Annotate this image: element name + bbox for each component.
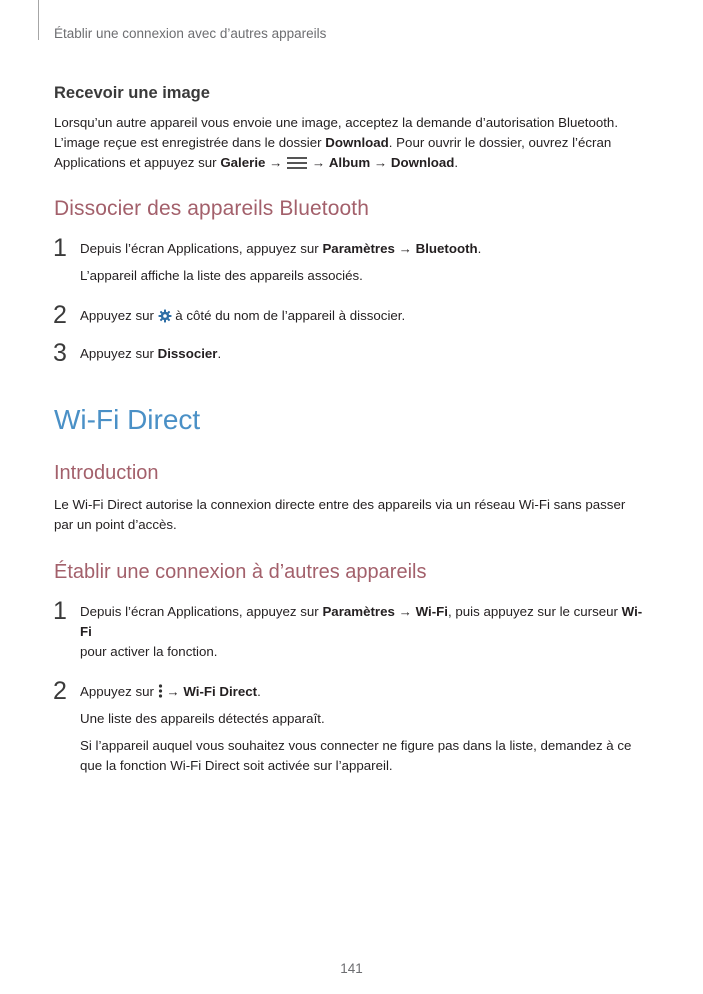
arrow: →: [269, 155, 283, 170]
receive-text: . Pour ouvrir le dossier, ouvrez l’écran: [388, 135, 612, 150]
running-header: Établir une connexion avec d’autres appareils: [54, 26, 327, 41]
arrow: →: [166, 684, 180, 699]
arrow: →: [398, 604, 412, 619]
arrow: →: [373, 155, 388, 170]
step-text-part: Appuyez sur: [80, 308, 158, 323]
page-number: 141: [340, 961, 363, 976]
page-content: [54, 84, 654, 776]
receive-text: Applications et appuyez sur: [54, 155, 221, 170]
step-text: [80, 602, 654, 662]
step-subtext: Une liste des appareils détectés apparaît.: [80, 711, 325, 726]
wifi-direct-title: Wi-Fi Direct: [54, 404, 201, 435]
parametres-label: Paramètres: [322, 604, 395, 619]
arrow: →: [398, 241, 412, 256]
step-subtext: Si l’appareil auquel vous souhaitez vous connecter ne figure pas dans la liste, demandez à ce que la fonction Wi-Fi Direct soit activée sur l’appareil.: [80, 738, 632, 773]
step-text-part: Depuis l’écran Applications, appuyez sur: [80, 604, 323, 619]
step-number: 3: [53, 339, 67, 367]
step-number: 1: [53, 597, 67, 625]
period: .: [477, 241, 482, 256]
step-subtext: L’appareil affiche la liste des appareils associés.: [80, 268, 363, 283]
wifi-label: Wi-Fi: [415, 604, 448, 619]
arrow: →: [311, 155, 326, 170]
receive-image-paragraph: [54, 113, 654, 173]
gear-icon: [158, 309, 172, 323]
unpair-step-1: [53, 234, 654, 286]
step-text: [80, 344, 654, 364]
album-label: Album: [328, 155, 371, 170]
step-number: 2: [53, 677, 67, 705]
step-text-part: pour activer la fonction.: [80, 644, 218, 659]
step-text: [80, 239, 654, 259]
wifi-direct-label: Wi-Fi Direct: [183, 684, 258, 699]
wifi-step-1: [53, 597, 654, 662]
step-text-part: Appuyez sur: [80, 684, 158, 699]
introduction-text: Le Wi-Fi Direct autorise la connexion directe entre des appareils via un réseau Wi-Fi sans passer par un point d’accès.: [54, 497, 626, 532]
unpair-step-3: [53, 339, 654, 367]
menu-icon: [287, 156, 307, 170]
step-text-part: Depuis l’écran Applications, appuyez sur: [80, 241, 323, 256]
step-text-part: , puis appuyez sur le curseur: [447, 604, 622, 619]
step-number: 2: [53, 301, 67, 329]
period: .: [217, 346, 222, 361]
more-vert-icon: [158, 684, 163, 698]
introduction-heading: Introduction: [54, 462, 159, 484]
step-text: [80, 306, 654, 326]
parametres-label: Paramètres: [322, 241, 395, 256]
step-number: 1: [53, 234, 67, 262]
download-folder: Download: [325, 135, 389, 150]
unpair-step-2: [53, 301, 654, 329]
download-label: Download: [390, 155, 455, 170]
header-rule: [38, 0, 39, 40]
galerie-label: Galerie: [220, 155, 266, 170]
period: .: [454, 155, 459, 170]
wifi-switch-label: Wi-Fi: [80, 604, 643, 639]
receive-text: L’image reçue est enregistrée dans le dossier: [54, 135, 326, 150]
unpair-heading: Dissocier des appareils Bluetooth: [54, 197, 369, 220]
wifi-step-2: [53, 677, 654, 776]
receive-image-heading: Recevoir une image: [54, 84, 210, 102]
step-text: [80, 682, 654, 702]
step-text-part: Appuyez sur: [80, 346, 158, 361]
step-text-part: à côté du nom de l’appareil à dissocier.: [171, 308, 406, 323]
period: .: [257, 684, 261, 699]
bluetooth-label: Bluetooth: [415, 241, 478, 256]
connect-heading: Établir une connexion à d’autres appareils: [54, 561, 427, 583]
receive-line-a: Lorsqu’un autre appareil vous envoie une image, acceptez la demande d’autorisation Bluetooth.: [54, 115, 619, 130]
dissocier-label: Dissocier: [157, 346, 218, 361]
